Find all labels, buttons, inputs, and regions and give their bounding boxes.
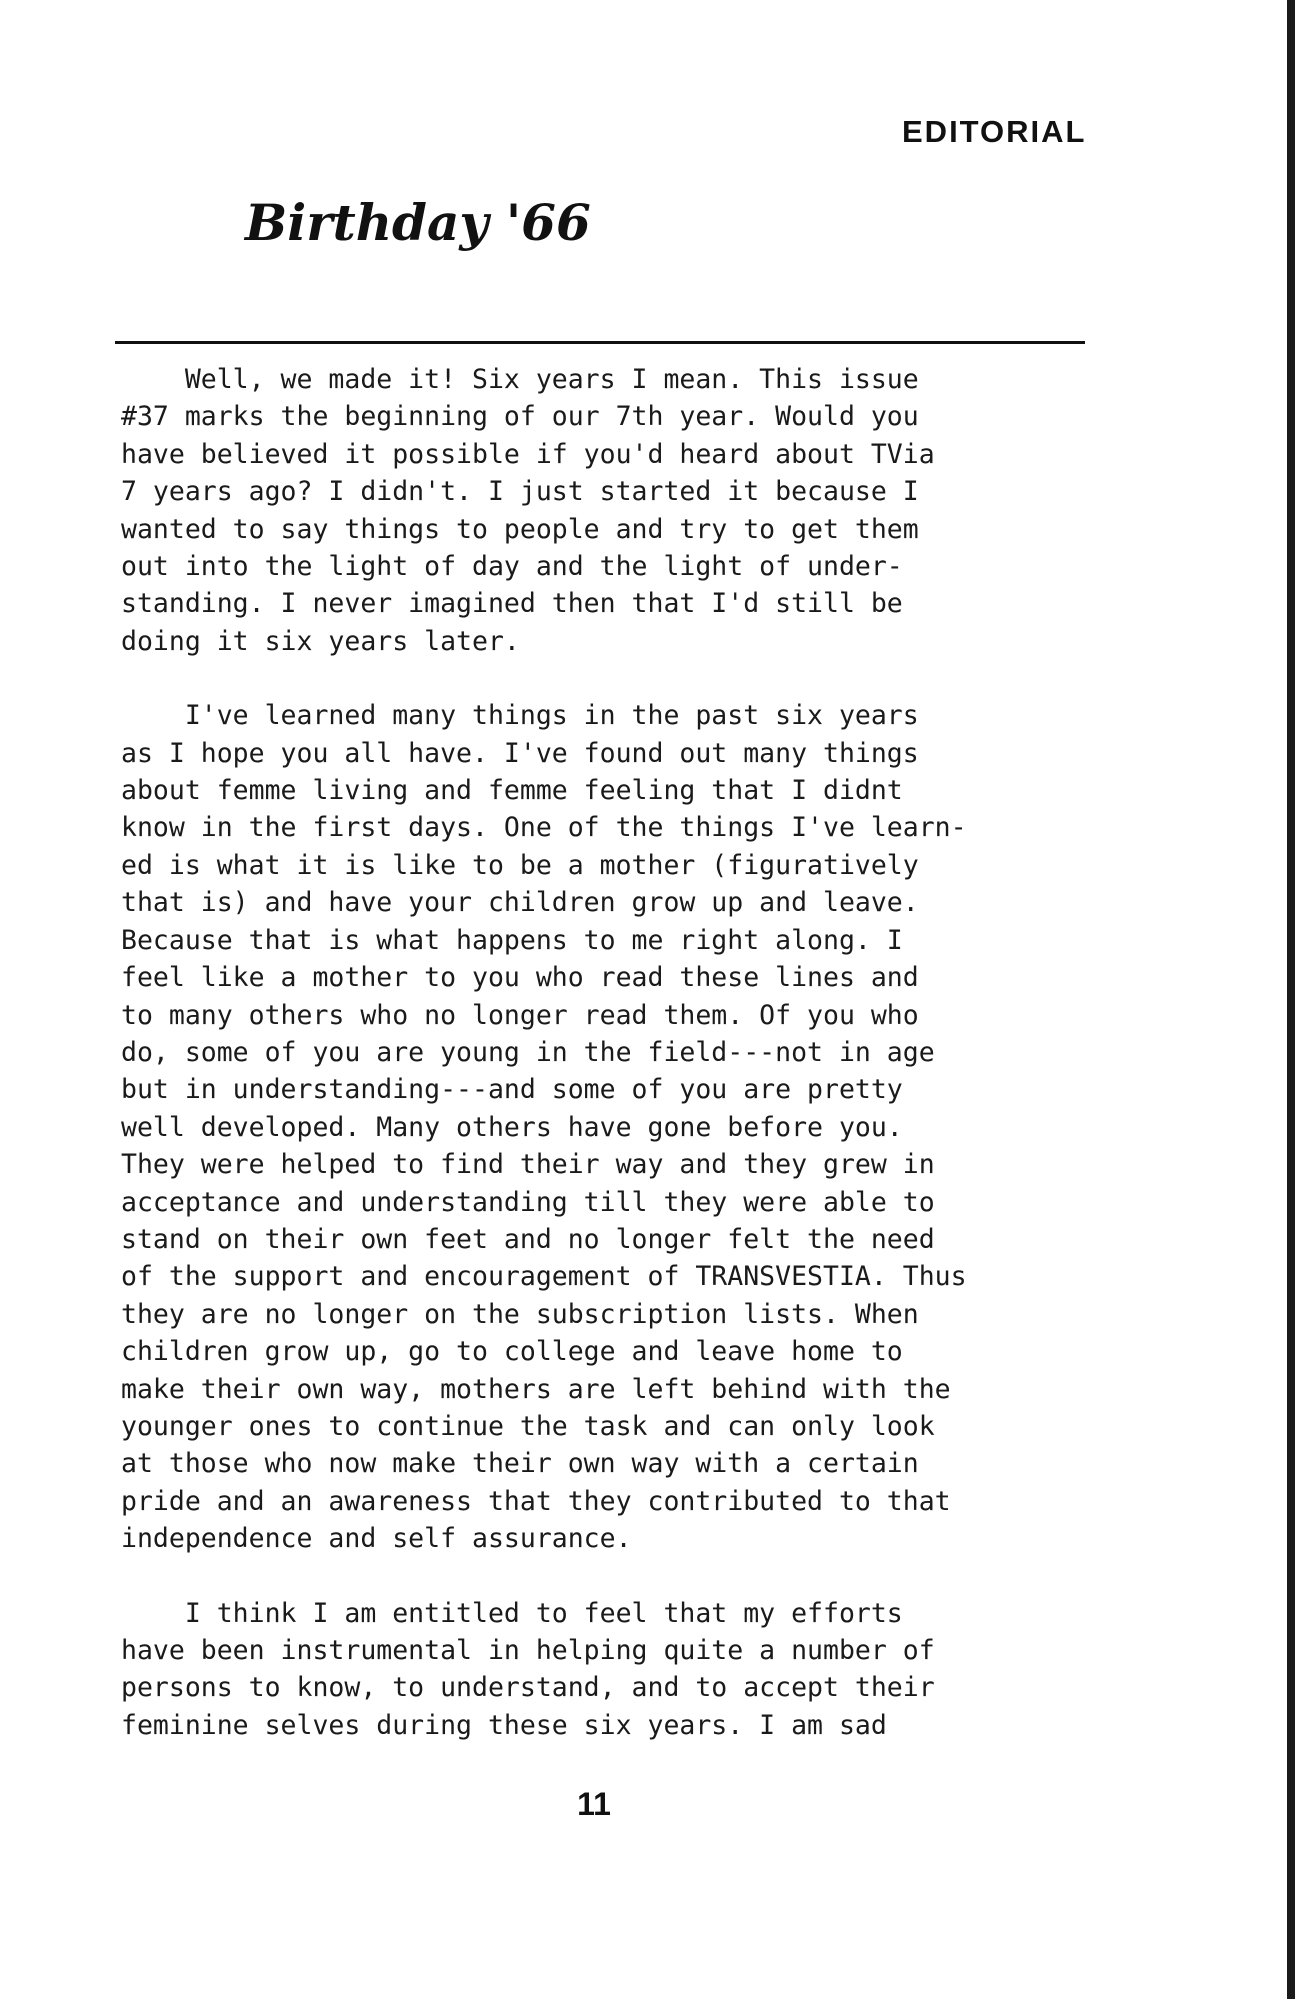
text-line: ed is what it is like to be a mother (figuratively	[121, 849, 919, 881]
text-line: to many others who no longer read them. Of you who	[121, 999, 919, 1031]
text-line: #37 marks the beginning of our 7th year. Would you	[121, 401, 919, 433]
text-line: well developed. Many others have gone before you.	[121, 1111, 903, 1143]
text-line: at those who now make their own way with a certain	[121, 1448, 919, 1480]
text-line: They were helped to find their way and they grew in	[121, 1149, 935, 1181]
text-line: out into the light of day and the light of under-	[121, 551, 903, 583]
text-line: Because that is what happens to me right along. I	[121, 924, 903, 956]
text-line: they are no longer on the subscription lists. When	[121, 1298, 919, 1330]
paragraph	[121, 697, 1111, 1557]
text-line: make their own way, mothers are left behind with the	[121, 1373, 951, 1405]
text-line: 7 years ago? I didn't. I just started it because I	[121, 476, 919, 508]
title-divider	[115, 341, 1085, 344]
text-line: have believed it possible if you'd heard about TVia	[121, 438, 935, 470]
article-body	[121, 361, 1111, 1744]
page-edge	[1287, 0, 1295, 1999]
page-title: Birthday '66	[245, 193, 591, 252]
text-line: about femme living and femme feeling that I didnt	[121, 775, 903, 807]
text-line: pride and an awareness that they contributed to that	[121, 1485, 951, 1517]
text-line: that is) and have your children grow up and leave.	[121, 887, 919, 919]
text-line: have been instrumental in helping quite a number of	[121, 1635, 935, 1666]
text-line: younger ones to continue the task and can only look	[121, 1410, 935, 1442]
text-line: acceptance and understanding till they were able to	[121, 1186, 935, 1218]
text-line: doing it six years later.	[121, 625, 520, 657]
text-line: children grow up, go to college and leave home to	[121, 1336, 903, 1368]
text-line: wanted to say things to people and try to get them	[121, 513, 919, 545]
text-line: standing. I never imagined then that I'd still be	[121, 588, 903, 620]
text-line: I've learned many things in the past six years	[121, 700, 919, 732]
text-line: Well, we made it! Six years I mean. This issue	[121, 364, 919, 395]
text-line: independence and self assurance.	[121, 1523, 632, 1555]
text-line: but in understanding---and some of you are pretty	[121, 1074, 903, 1106]
paragraph	[121, 1595, 1111, 1745]
text-line: feminine selves during these six years. I am sad	[121, 1709, 887, 1741]
text-line: feel like a mother to you who read these lines and	[121, 962, 919, 994]
section-label: EDITORIAL	[902, 114, 1087, 149]
text-line: as I hope you all have. I've found out many things	[121, 737, 919, 769]
text-line: do, some of you are young in the field---not in age	[121, 1036, 935, 1068]
text-line: I think I am entitled to feel that my efforts	[121, 1597, 903, 1629]
text-line: persons to know, to understand, and to accept their	[121, 1672, 935, 1704]
page-number: 11	[577, 1786, 611, 1822]
text-line: of the support and encouragement of TRANSVESTIA. Thus	[121, 1261, 967, 1293]
text-line: stand on their own feet and no longer felt the need	[121, 1223, 935, 1255]
text-line: know in the first days. One of the things I've learn-	[121, 812, 967, 844]
paragraph	[121, 361, 1111, 660]
